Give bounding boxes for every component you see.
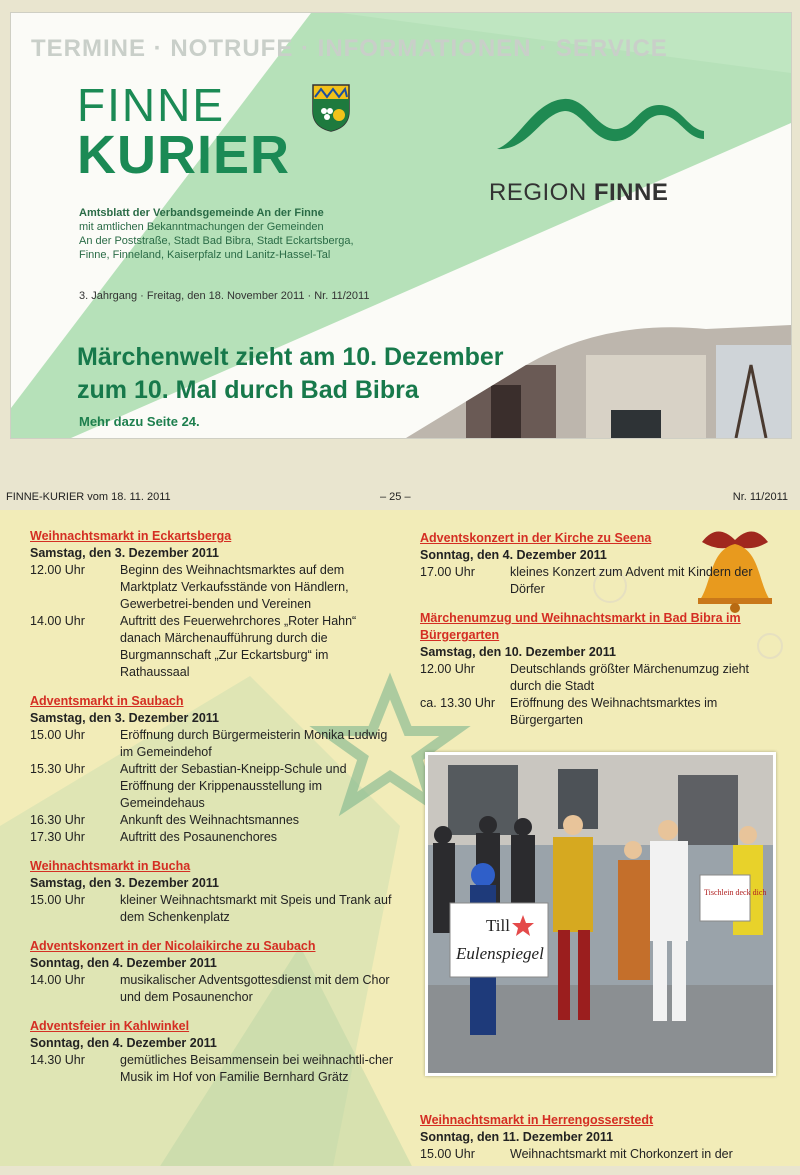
event-description: Eröffnung des Weihnachtsmarktes im Bürgergarten: [510, 696, 718, 727]
event-row: [30, 727, 400, 761]
event-date: Sonntag, den 4. Dezember 2011: [420, 548, 607, 562]
event-description: Auftritt des Posaunenchores: [120, 830, 278, 844]
headline-line: Märchenwelt zieht am 10. Dezember: [77, 343, 504, 371]
event-block: [30, 858, 400, 926]
event-time: 16.30 Uhr: [30, 813, 85, 827]
event-time: 15.30 Uhr: [30, 762, 85, 776]
event-description: Eröffnung durch Bürgermeisterin Monika Ludwig im Gemeindehof: [120, 728, 388, 759]
sign-eulenspiegel: Eulenspiegel: [456, 944, 544, 963]
ghost-header: TERMINE · NOTRUFE · INFORMATIONEN · SERVICE: [31, 35, 668, 62]
event-time: 15.00 Uhr: [420, 1147, 475, 1161]
event-row: [30, 829, 400, 846]
event-time: ca. 13.30 Uhr: [420, 696, 496, 710]
sign-till: Till: [486, 916, 510, 935]
event-row: [30, 761, 400, 812]
event-row: [30, 972, 400, 1006]
event-row: [420, 1146, 780, 1163]
event-row: [30, 892, 400, 926]
parade-photo-drawing: [428, 755, 773, 1073]
event-time: 15.00 Uhr: [30, 728, 85, 742]
fairy-tale-parade-photo: [425, 752, 776, 1076]
subtitle-line: Finne, Finneland, Kaiserpfalz und Lanitz-Hassel-Tal: [79, 249, 331, 261]
event-title: Adventskonzert in der Kirche zu Seena: [420, 531, 652, 545]
running-header-issue: Nr. 11/2011: [732, 491, 788, 503]
subtitle-line: mit amtlichen Bekanntmachungen der Gemeinden: [79, 221, 324, 233]
region-finne-logo-icon: [489, 91, 729, 151]
event-title: Weihnachtsmarkt in Eckartsberga: [30, 529, 232, 543]
running-header-left: FINNE-KURIER vom 18. 11. 2011: [6, 491, 171, 503]
event-time: 15.00 Uhr: [30, 893, 85, 907]
sign-tischlein: Tischlein deck dich: [704, 888, 767, 897]
event-time: 14.00 Uhr: [30, 614, 85, 628]
event-block: [420, 1112, 780, 1163]
event-title: Weihnachtsmarkt in Bucha: [30, 859, 191, 873]
event-date: Samstag, den 3. Dezember 2011: [30, 546, 219, 560]
event-time: 12.00 Uhr: [30, 563, 85, 577]
event-description: Ankunft des Weihnachtsmannes: [120, 813, 300, 827]
event-title: Weihnachtsmarkt in Herrengosserstedt: [420, 1113, 654, 1127]
running-header-page: – 25 –: [380, 491, 411, 503]
event-row: [420, 661, 780, 695]
right-event-column: [420, 530, 780, 741]
event-row: [30, 812, 400, 829]
event-description: Deutschlands größter Märchenumzug zieht durch die Stadt: [510, 662, 750, 693]
region-word-bold: FINNE: [593, 179, 669, 206]
logo-finne: FINNE: [77, 79, 225, 131]
event-row: [420, 564, 780, 598]
subtitle-bold: Amtsblatt der Verbandsgemeinde An der Finne: [79, 207, 324, 219]
event-date: Samstag, den 3. Dezember 2011: [30, 876, 219, 890]
more-link: Mehr dazu Seite 24.: [79, 414, 200, 429]
region-finne-wordmark: [489, 179, 668, 207]
page-running-header: [0, 491, 800, 507]
masthead-clipping: [10, 12, 792, 439]
event-row: [30, 562, 400, 613]
event-row: [420, 695, 780, 729]
event-description: Weihnachtsmarkt mit Chorkonzert in der: [510, 1147, 733, 1161]
event-description: kleines Konzert zum Advent mit Kindern der Dörfer: [510, 565, 753, 596]
event-block: [30, 528, 400, 681]
event-description: Auftritt des Feuerwehrchores „Roter Hahn“ danach Märchenaufführung durch die Burgmannschaft „Zur Eckartsburg“ im Rathaussaal: [120, 614, 357, 679]
event-description: Auftritt der Sebastian-Kneipp-Schule und Eröffnung der Krippenausstellung im Gemeindehaus: [120, 762, 347, 810]
logo-kurier: KURIER: [77, 125, 291, 185]
event-block: [30, 1018, 400, 1086]
event-time: 12.00 Uhr: [420, 662, 475, 676]
event-date: Sonntag, den 4. Dezember 2011: [30, 956, 217, 970]
event-date: Samstag, den 10. Dezember 2011: [420, 645, 616, 659]
event-time: 17.30 Uhr: [30, 830, 85, 844]
event-title: Märchenumzug und Weihnachtsmarkt in Bad Bibra im Bürgergarten: [420, 611, 741, 642]
event-date: Sonntag, den 11. Dezember 2011: [420, 1130, 614, 1144]
event-row: [30, 1052, 400, 1086]
masthead-subtitle: [79, 206, 399, 262]
headline: [77, 341, 617, 407]
event-time: 14.00 Uhr: [30, 973, 85, 987]
event-description: Beginn des Weihnachtsmarktes auf dem Marktplatz Verkaufsstände von Händlern, Gewerbetrei-benden und Vereinen: [120, 563, 349, 611]
headline-line: zum 10. Mal durch Bad Bibra: [77, 376, 419, 404]
event-time: 17.00 Uhr: [420, 565, 475, 579]
event-block: [420, 530, 780, 598]
issue-line: 3. Jahrgang · Freitag, den 18. November 2011 · Nr. 11/2011: [79, 290, 370, 302]
event-block: [30, 938, 400, 1006]
left-event-column: [30, 528, 400, 1098]
event-date: Samstag, den 3. Dezember 2011: [30, 711, 219, 725]
event-title: Adventskonzert in der Nicolaikirche zu Saubach: [30, 939, 316, 953]
subtitle-line: An der Poststraße, Stadt Bad Bibra, Stadt Eckartsberga,: [79, 235, 354, 247]
event-date: Sonntag, den 4. Dezember 2011: [30, 1036, 217, 1050]
event-block: [30, 693, 400, 846]
event-title: Adventsfeier in Kahlwinkel: [30, 1019, 190, 1033]
region-word: REGION: [489, 179, 594, 206]
event-title: Adventsmarkt in Saubach: [30, 694, 184, 708]
coat-of-arms-icon: [311, 83, 351, 133]
event-row: [30, 613, 400, 681]
event-time: 14.30 Uhr: [30, 1053, 85, 1067]
event-description: musikalischer Adventsgottesdienst mit dem Chor und dem Posaunenchor: [120, 973, 390, 1004]
event-description: kleiner Weihnachtsmarkt mit Speis und Trank auf dem Schenkenplatz: [120, 893, 392, 924]
event-description: gemütliches Beisammensein bei weihnachtli-cher Musik im Hof von Familie Bernhard Grätz: [120, 1053, 394, 1084]
event-block: [420, 610, 780, 729]
